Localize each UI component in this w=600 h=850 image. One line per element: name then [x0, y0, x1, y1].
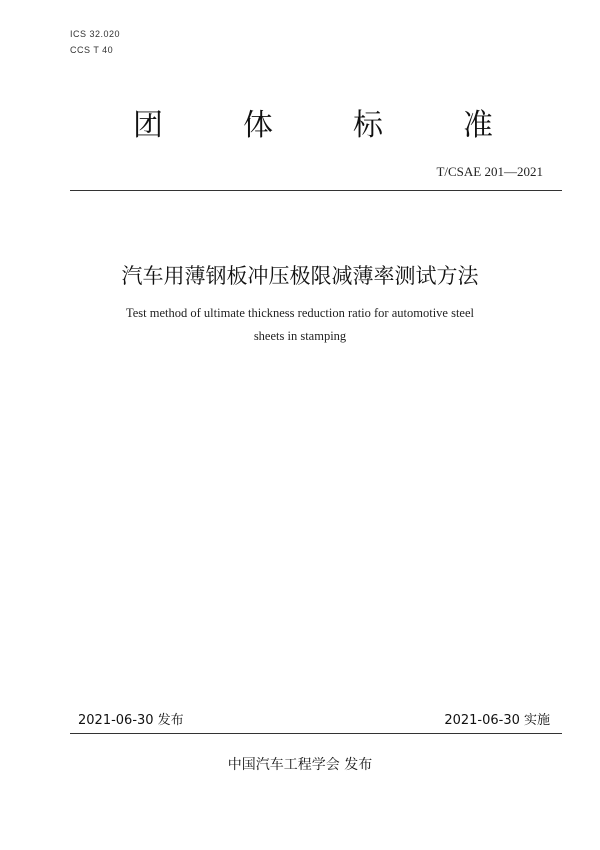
footer-divider	[70, 733, 562, 734]
group-standard-char: 准	[463, 108, 493, 143]
document-title-chinese: 汽车用薄钢板冲压极限减薄率测试方法	[121, 264, 479, 288]
document-title-english-line2: sheets in stamping	[253, 329, 347, 343]
header-divider	[70, 190, 562, 191]
publisher: 中国汽车工程学会 发布	[227, 757, 373, 773]
issue-date: 2021-06-30 发布	[78, 713, 184, 728]
document-title-english-line1: Test method of ultimate thickness reduction ratio for automotive steel	[126, 306, 474, 320]
standard-number: T/CSAE 201—2021	[436, 164, 543, 179]
ccs-code: CCS T 40	[70, 45, 114, 55]
group-standard-char: 标	[353, 108, 383, 143]
group-standard-char: 体	[243, 108, 273, 143]
ics-code: ICS 32.020	[70, 29, 121, 39]
group-standard-char: 团	[133, 108, 163, 143]
implementation-date: 2021-06-30 实施	[444, 713, 550, 728]
